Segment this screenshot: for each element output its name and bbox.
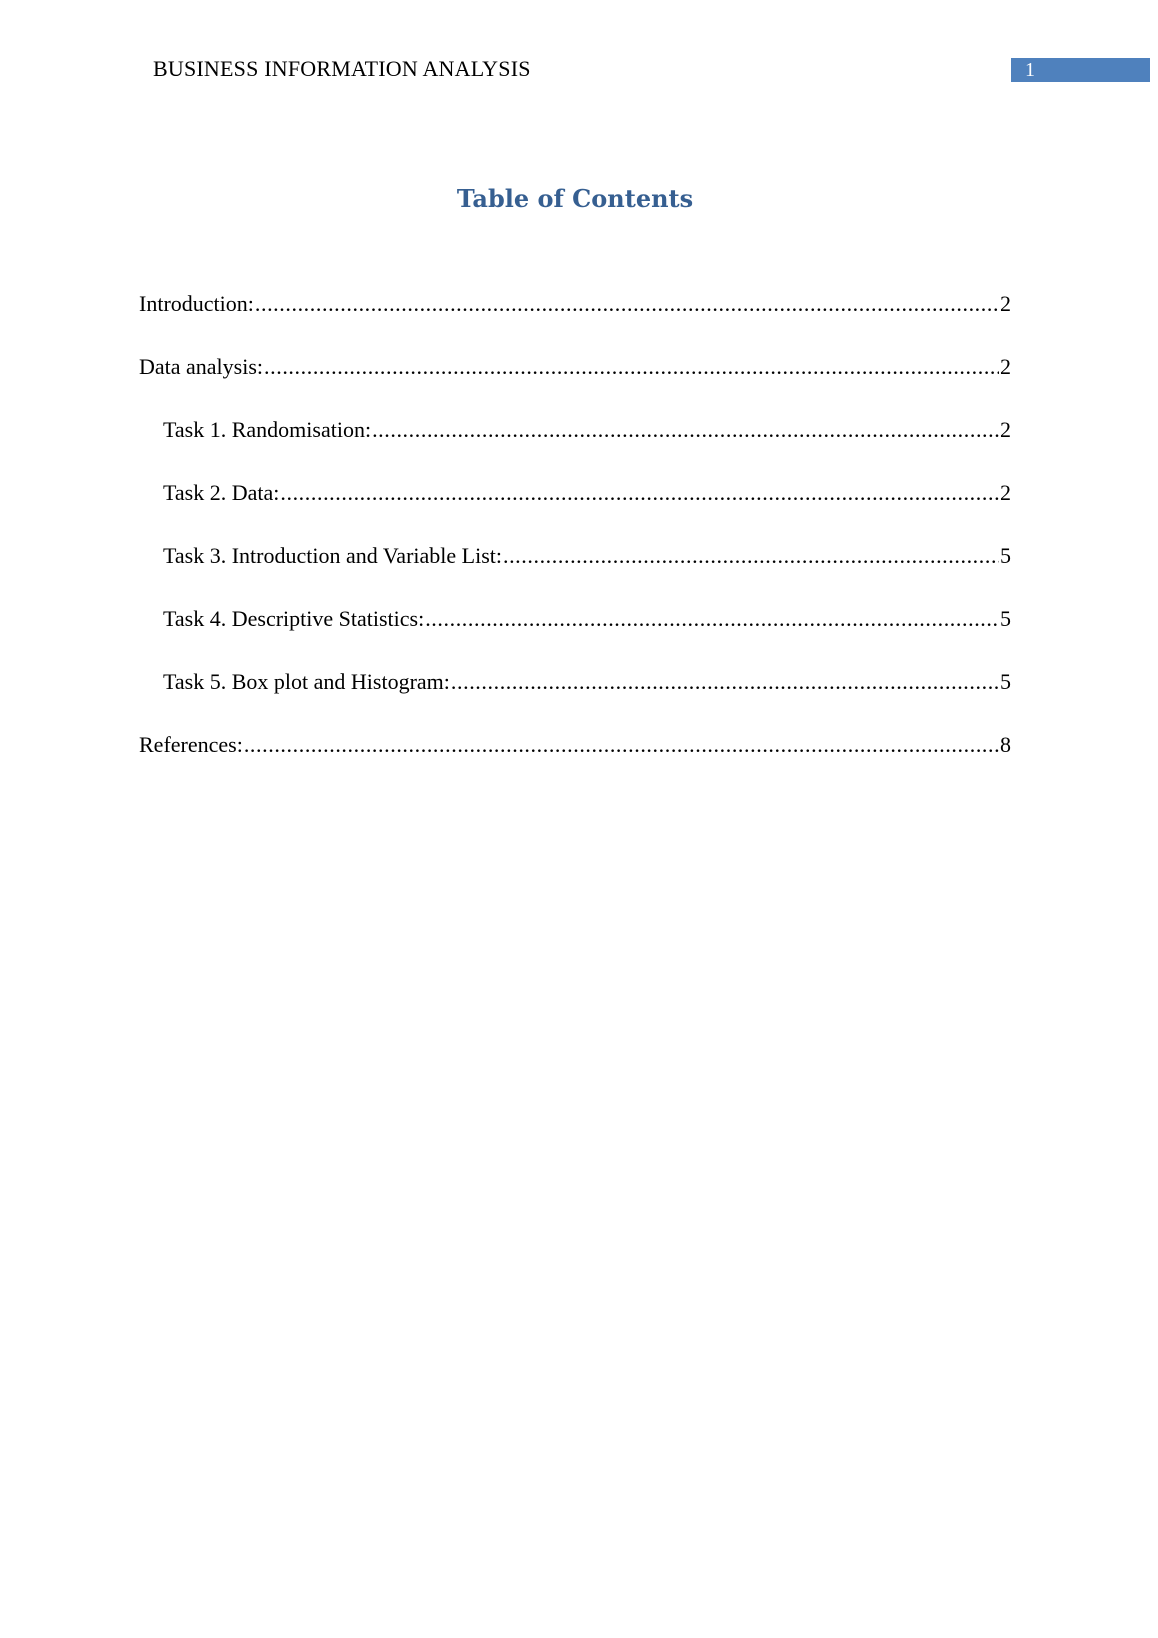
toc-entry-label: Introduction: [139, 291, 254, 316]
running-head: BUSINESS INFORMATION ANALYSIS [153, 56, 531, 81]
toc-entry-task-5[interactable] [139, 669, 1011, 732]
dot-leader [280, 480, 999, 506]
dot-leader [503, 543, 999, 569]
page-number: 1 [1011, 58, 1150, 82]
toc-title: Table of Contents [456, 184, 694, 213]
toc-entry-page: 2 [1000, 480, 1011, 505]
toc-entry-page: 5 [1000, 543, 1011, 568]
toc-entry-task-1[interactable] [139, 417, 1011, 480]
toc-entry-data-analysis[interactable] [139, 354, 1011, 417]
toc-entry-task-4[interactable] [139, 606, 1011, 669]
dot-leader [264, 354, 999, 380]
toc-entry-label: Task 5. Box plot and Histogram: [163, 669, 450, 694]
dot-leader [425, 606, 999, 632]
toc-entry-label: Task 2. Data: [163, 480, 280, 505]
toc-entry-label: Task 4. Descriptive Statistics: [163, 606, 425, 631]
dot-leader [255, 291, 999, 317]
toc-entry-page: 5 [1000, 606, 1011, 631]
toc-entry-page: 8 [1000, 732, 1011, 757]
toc-entry-page: 2 [1000, 354, 1011, 379]
dot-leader [244, 732, 999, 758]
toc-entry-references[interactable] [139, 732, 1011, 795]
toc-entry-page: 2 [1000, 291, 1011, 316]
toc-entry-page: 2 [1000, 417, 1011, 442]
toc-entry-label: Task 3. Introduction and Variable List: [163, 543, 502, 568]
dot-leader [451, 669, 999, 695]
dot-leader [372, 417, 999, 443]
toc-entry-label: References: [139, 732, 243, 757]
toc-entry-page: 5 [1000, 669, 1011, 694]
toc-entry-task-3[interactable] [139, 543, 1011, 606]
toc-entry-label: Task 1. Randomisation: [163, 417, 372, 442]
toc-entry-label: Data analysis: [139, 354, 264, 379]
table-of-contents [139, 291, 1011, 795]
toc-entry-task-2[interactable] [139, 480, 1011, 543]
toc-entry-introduction[interactable] [139, 291, 1011, 354]
